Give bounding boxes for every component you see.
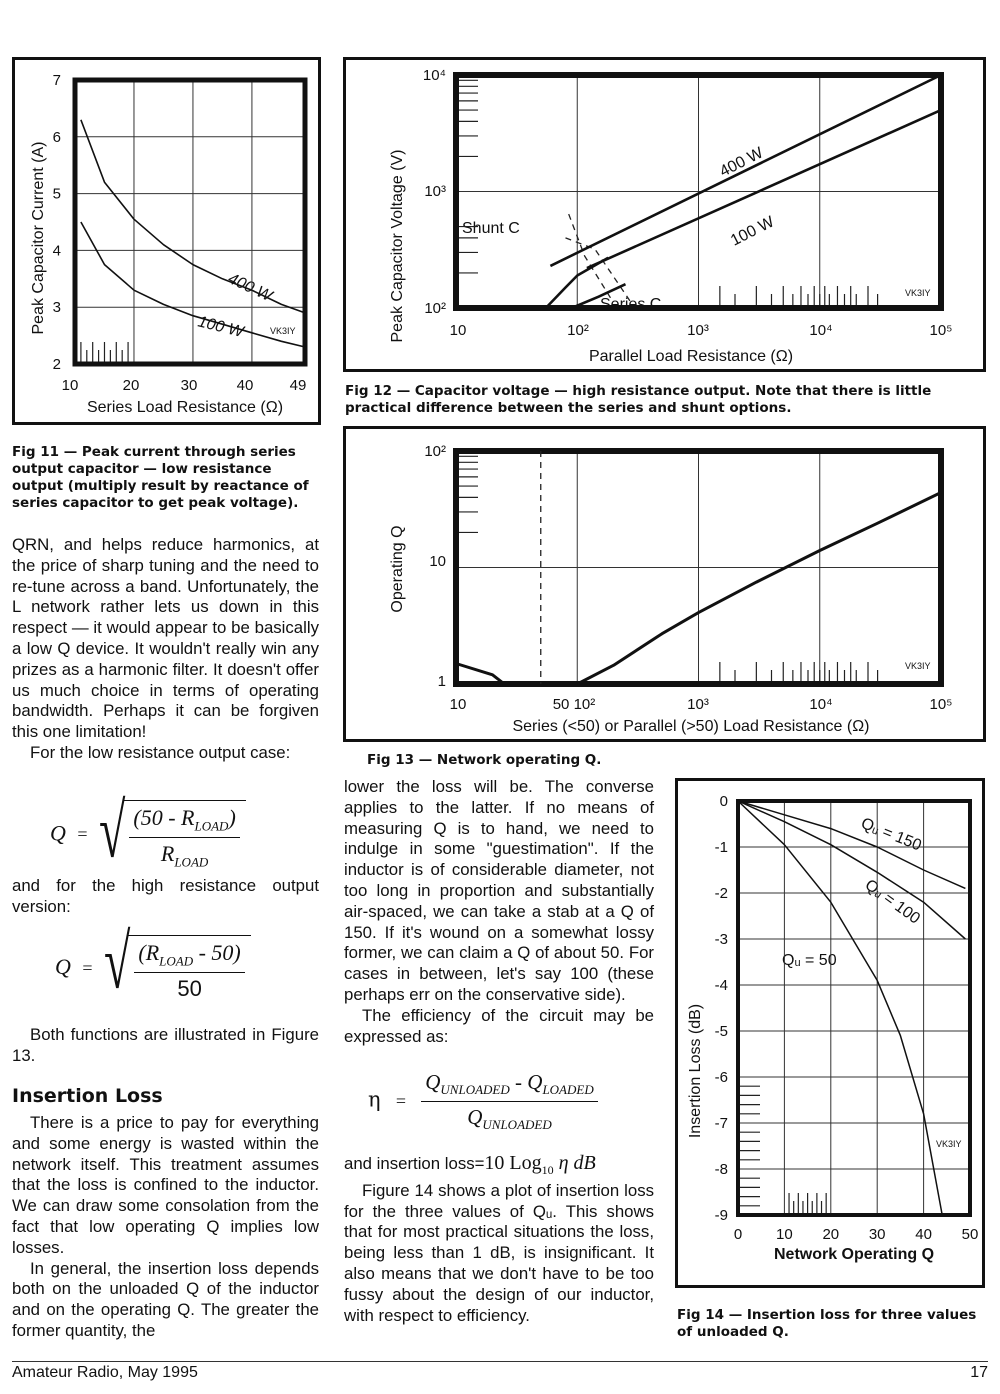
- fig14-series-qu-50: [738, 801, 942, 1215]
- fig14-ytick-label-6: -6: [714, 1069, 728, 1086]
- fig12-ytick-label-1: 10³: [424, 183, 446, 200]
- fig14-label-150: Qᵤ = 150: [858, 814, 924, 855]
- fig12-dashed-line-0: [569, 214, 611, 299]
- fig11-ytick-label-1: 6: [52, 128, 61, 146]
- col1-paragraph-3: and for the high resistance output version:: [12, 876, 319, 916]
- fig12-dashed-line-1: [565, 238, 631, 303]
- col2-paragraph-3: and insertion loss=10 Log$_{10}$ η dB: [344, 1152, 596, 1177]
- section-heading-insertion-loss: Insertion Loss: [12, 1085, 163, 1107]
- fig13-xtick-label-0: 10: [449, 696, 467, 713]
- equation-q-high: Q = √ $\frac{(R_{LOAD} - 50)}{50}$: [55, 935, 251, 1002]
- footer-publication: Amateur Radio, May 1995: [12, 1364, 198, 1381]
- column-1-text-d: [12, 1113, 319, 1342]
- fig14-ylabel: Insertion Loss (dB): [687, 1003, 704, 1139]
- fig12-chart: [346, 60, 983, 369]
- fig13-xlabel: Series (<50) or Parallel (>50) Load Resistance (Ω): [512, 718, 870, 735]
- fig14-xtick-label-2: 20: [822, 1226, 840, 1243]
- fig14-xlabel: Network Operating Q: [773, 1246, 935, 1263]
- fig11-xlabel: Series Load Resistance (Ω): [86, 399, 284, 416]
- fig12-xtick-label-2: 10³: [687, 322, 709, 339]
- fig12-credit: VK3IY: [905, 288, 931, 298]
- fig13-chart: [346, 429, 983, 739]
- fig13-series-series-low-r-: [456, 664, 504, 685]
- col1-paragraph-2: For the low resistance output case:: [30, 742, 291, 762]
- fig13-frame: [343, 426, 986, 742]
- fig11-xtick-label-0: 10: [61, 377, 79, 394]
- fig12-label-400: 400 W: [717, 144, 767, 181]
- fig14-label-50: Qᵤ = 50: [782, 952, 837, 969]
- fig14-credit: VK3IY: [936, 1139, 962, 1149]
- fig11-plot-frame: [75, 80, 305, 364]
- fig13-ytick-label-0: 10²: [424, 443, 446, 460]
- fig14-ytick-label-9: -9: [714, 1207, 728, 1224]
- fig12-series-100-w: [587, 110, 941, 268]
- fig13-caption: Fig 13 — Network operating Q.: [367, 752, 602, 768]
- fig14-chart: [678, 781, 982, 1285]
- fig11-ytick-label-3: 4: [52, 242, 61, 260]
- fig12-xtick-label-3: 10⁴: [809, 322, 833, 339]
- fig14-ytick-label-3: -3: [714, 931, 728, 948]
- col1-paragraph-1: QRN, and helps reduce harmonics, at the price of sharp tuning and the need to re-tune across a band. Unfortunately, the L network rather lets us down in this respect — it would appear to be basically a low Q device. It wouldn't really win any prizes as a harmonic filter. It doesn't offer us much choice in terms of operating bandwidth. Perhaps it can be forgiven this one limitation!: [12, 535, 319, 742]
- fig11-label-400: 400 W: [225, 270, 275, 306]
- fig11-ytick-label-4: 3: [52, 299, 61, 317]
- fig12-label-shunt: Shunt C: [462, 220, 520, 237]
- fig12-xtick-label-1: 10²: [567, 322, 589, 339]
- fig14-ytick-label-0: 0: [719, 793, 728, 810]
- fig12-frame: [343, 57, 986, 372]
- fig11-ytick-label-0: 7: [52, 72, 61, 89]
- column-1-text-c: [12, 1025, 319, 1067]
- fig12-ylabel: Peak Capacitor Voltage (V): [389, 149, 406, 343]
- fig14-frame: [675, 778, 985, 1288]
- fig13-ytick-label-1: 10: [429, 553, 446, 570]
- fig13-ylabel: Operating Q: [389, 525, 406, 613]
- fig14-xtick-label-5: 50: [961, 1226, 979, 1243]
- equation-q-low: Q = √ $\frac{(50 - R_{LOAD})}{R_{LOAD}}$: [50, 800, 246, 871]
- fig14-caption: Fig 14 — Insertion loss for three values of unloaded Q.: [677, 1307, 977, 1340]
- fig14-xtick-label-3: 30: [868, 1226, 886, 1243]
- fig11-chart: [15, 60, 318, 422]
- fig14-plot-frame: [738, 801, 970, 1215]
- fig13-xtick-label-2: 10³: [687, 696, 709, 713]
- col1-paragraph-6: In general, the insertion loss depends both on the unloaded Q of the inductor and on the operating Q. The greater the former quantity, the: [12, 1258, 319, 1340]
- fig13-credit: VK3IY: [905, 661, 931, 671]
- fig14-series-qu-150: [738, 801, 965, 888]
- col2-paragraph-4: Figure 14 shows a plot of insertion loss for the three values of Qᵤ. This shows that for most practical situations the loss, being less than 1 dB, is insignificant. It also means that we don't have to be too fussy about the design of our inductor, with respect to efficiency.: [344, 1180, 654, 1325]
- column-1-text-b: [12, 876, 319, 918]
- fig11-frame: [12, 57, 321, 425]
- fig12-ytick-label-2: 10²: [424, 300, 446, 317]
- fig13-xtick-label-1: 50 10²: [552, 696, 596, 713]
- fig13-series-parallel-high-r-: [577, 493, 941, 685]
- fig14-ytick-label-4: -4: [714, 977, 728, 994]
- fig14-xtick-label-1: 10: [776, 1226, 793, 1243]
- fig12-ytick-label-0: 10⁴: [422, 67, 446, 84]
- fig14-series-qu-100: [738, 801, 965, 939]
- column-1-text: [12, 535, 319, 764]
- col1-paragraph-5: There is a price to pay for everything and some energy is wasted within the network itself. This treatment assumes that the loss is confined to the inductor. We can draw some consolation from the fact that low operating Q implies low losses.: [12, 1113, 319, 1257]
- fig12-label-100: 100 W: [728, 213, 778, 250]
- col2-paragraph-1: lower the loss will be. The converse applies to the latter. If no means of measuring Q is to hand, we need to indulge in some "guestimation". If the inductor is of considerable diameter, not too long in proportion and substantially air-spaced, we can take a stab at a Q of 150. If it's wound on a somewhat lossy former, we can claim a Q of about 50. For cases in between, let's say 100 (these perhaps err on the conservative side).: [344, 777, 654, 1004]
- fig12-xtick-label-4: 10⁵: [929, 322, 953, 339]
- fig13-xtick-label-3: 10⁴: [809, 696, 833, 713]
- fig11-credit: VK3IY: [270, 326, 296, 336]
- column-2-text: [344, 777, 654, 1047]
- footer-rule: [12, 1361, 988, 1362]
- fig14-ytick-label-1: -1: [714, 839, 728, 856]
- fig11-caption: Fig 11 — Peak current through series output capacitor — low resistance output (multiply result by reactance of series capacitor to get peak voltage).: [12, 444, 309, 511]
- fig14-ytick-label-7: -7: [714, 1115, 728, 1132]
- fig11-label-100: 100 W: [196, 313, 246, 342]
- fig13-ytick-label-2: 1: [437, 673, 446, 690]
- fig12-caption: Fig 12 — Capacitor voltage — high resistance output. Note that there is little practical difference between the series and shunt options.: [345, 383, 932, 416]
- fig14-ytick-label-8: -8: [714, 1161, 728, 1178]
- fig14-label-100: Qᵤ = 100: [861, 876, 924, 928]
- col2-paragraph-2: The efficiency of the circuit may be expressed as:: [344, 1005, 654, 1046]
- column-2-text-b: [344, 1153, 654, 1326]
- fig14-xtick-label-0: 0: [733, 1226, 743, 1243]
- fig11-ylabel: Peak Capacitor Current (A): [30, 141, 47, 335]
- fig12-label-series: Series C: [600, 296, 662, 313]
- fig12-xlabel: Parallel Load Resistance (Ω): [588, 348, 794, 365]
- fig11-xtick-label-3: 40: [236, 377, 254, 394]
- fig14-xtick-label-4: 40: [915, 1226, 932, 1243]
- equation-efficiency: η = $\frac{Q_{UNLOADED} - Q_{LOADED}}{Q_{UNLOADED}}$: [368, 1070, 598, 1133]
- fig11-ytick-label-5: 2: [52, 356, 61, 373]
- fig11-xtick-label-2: 30: [180, 377, 198, 394]
- col1-paragraph-4: Both functions are illustrated in Figure 13.: [12, 1025, 319, 1065]
- fig11-xtick-label-4: 49: [289, 377, 307, 394]
- fig14-ytick-label-2: -2: [714, 885, 728, 902]
- fig11-ytick-label-2: 5: [52, 185, 61, 203]
- footer-page-number: 17: [970, 1364, 988, 1381]
- fig12-xtick-label-0: 10: [449, 322, 467, 339]
- fig13-xtick-label-4: 10⁵: [929, 696, 953, 713]
- fig14-ytick-label-5: -5: [714, 1023, 728, 1040]
- fig11-xtick-label-1: 20: [122, 377, 140, 394]
